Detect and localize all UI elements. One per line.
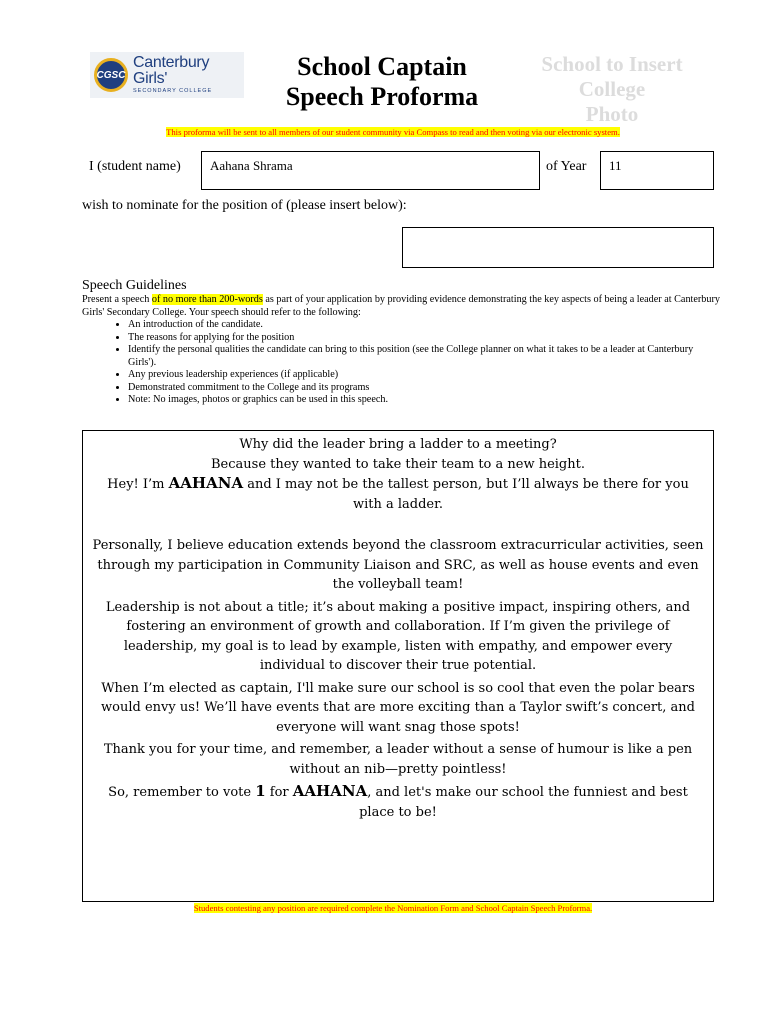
speech-paragraph: When I’m elected as captain, I'll make sure our school is so cool that even the polar bears would envy us! We’ll have events that are more exciting than a Taylor swift’s concert, and everyone will want snag those spots!: [101, 680, 695, 735]
speech-paragraph: Personally, I believe education extends beyond the classroom extracurricular activities, seen through my participation in Community Liaison and SRC, as well as house events and even the volleyball team!: [92, 538, 704, 592]
guideline-item: • Any previous leadership experiences (if applicable): [128, 369, 722, 382]
guidelines-intro: Present a speech of no more than 200-words as part of your application by providing evidence demonstrating the key aspects of being a leader at Canterbury Girls' Secondary College. Your speech should refer to the following:: [82, 294, 720, 318]
guideline-item: • Demonstrated commitment to the College and its programs: [128, 382, 722, 395]
top-notice: This proforma will be sent to all members of our student community via Compass to read and then voting via our electronic system.: [166, 127, 620, 137]
student-name-label: I (student name): [89, 159, 181, 174]
year-field[interactable]: 11: [600, 151, 714, 190]
college-logo: [90, 52, 244, 98]
guidelines-body: [82, 294, 722, 407]
speech-joke: Why did the leader bring a ladder to a meeting? Because they wanted to take their team to a new height.: [211, 437, 585, 472]
position-label: wish to nominate for the position of (please insert below):: [82, 198, 407, 213]
guideline-item: • Identify the personal qualities the candidate can bring to this position (see the College planner on what it takes to be a leader at Canterbury Girls').: [128, 344, 722, 369]
position-field[interactable]: [402, 227, 714, 268]
candidate-name: AAHANA: [292, 782, 368, 800]
speech-box[interactable]: [82, 430, 714, 902]
page-title: School Captain Speech Proforma: [285, 52, 479, 111]
student-name-field[interactable]: Aahana Shrama: [201, 151, 540, 190]
speech-paragraph: Leadership is not about a title; it’s about making a positive impact, inspiring others, and fostering an environment of growth and collaboration. If I’m given the privilege of leadership, my goal is to lead by example, listen with empathy, and empower every individual to discover their true potential.: [105, 599, 691, 673]
logo-badge: CGSC: [94, 58, 128, 92]
guidelines-heading: Speech Guidelines: [82, 278, 187, 293]
guideline-item: • The reasons for applying for the position: [128, 332, 722, 345]
word-limit-highlight: of no more than 200-words: [151, 294, 263, 305]
bottom-notice: Students contesting any position are required complete the Nomination Form and School Captain Speech Proforma.: [193, 903, 593, 913]
guideline-item: • Note: No images, photos or graphics can be used in this speech.: [128, 394, 722, 407]
speech-paragraph: Thank you for your time, and remember, a leader without a sense of humour is like a pen without an nib—pretty pointless!: [103, 742, 693, 777]
guidelines-list: [82, 319, 722, 407]
year-label: of Year: [546, 159, 587, 174]
speech-intro: Hey! I’m AAHANA and I may not be the tallest person, but I’ll always be there for you with a ladder.: [107, 474, 689, 512]
candidate-name: AAHANA: [168, 474, 244, 492]
logo-name: Canterbury Girls': [133, 54, 210, 88]
logo-subtitle: SECONDARY COLLEGE: [133, 88, 213, 95]
speech-closing: So, remember to vote 1 for AAHANA, and let's make our school the funniest and best place to be!: [108, 782, 688, 820]
photo-placeholder: School to Insert College Photo: [541, 52, 683, 126]
vote-number: 1: [255, 782, 266, 800]
guideline-item: • An introduction of the candidate.: [128, 319, 722, 332]
